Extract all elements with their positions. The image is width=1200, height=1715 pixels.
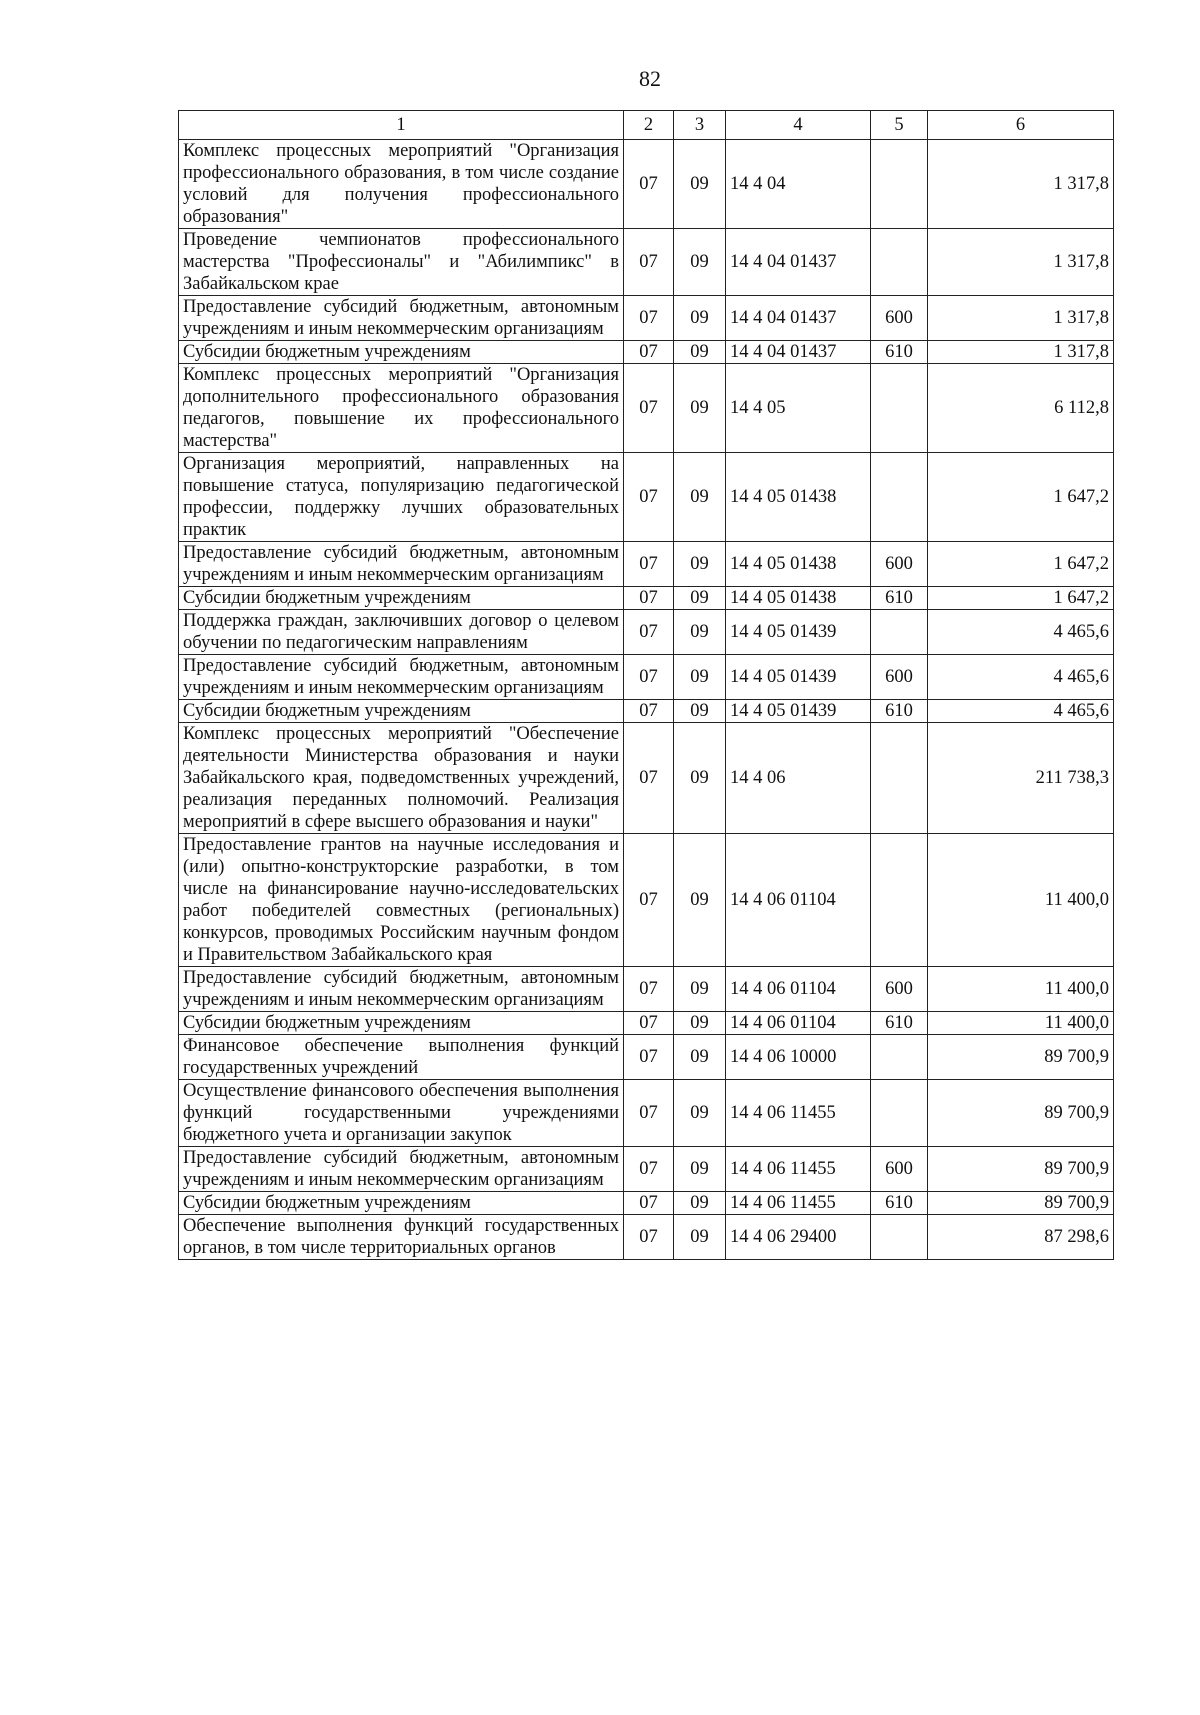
- row-amount: 89 700,9: [928, 1080, 1114, 1147]
- row-expense-type: [871, 834, 928, 967]
- table-row: [179, 140, 1114, 229]
- row-col-2: 07: [624, 1147, 674, 1192]
- row-name: Предоставление субсидий бюджетным, автономным учреждениям и иным некоммерческим организациям: [179, 296, 624, 341]
- row-name: Комплекс процессных мероприятий "Организация дополнительного профессионального образования педагогов, повышение их профессионального мастерства": [179, 364, 624, 453]
- row-col-2: 07: [624, 364, 674, 453]
- row-col-3: 09: [674, 700, 726, 723]
- table-row: [179, 967, 1114, 1012]
- row-expense-type: [871, 1035, 928, 1080]
- header-cell: 2: [624, 111, 674, 140]
- row-name: Комплекс процессных мероприятий "Организация профессионального образования, в том числе создание условий для получения профессионального образования": [179, 140, 624, 229]
- row-col-2: 07: [624, 296, 674, 341]
- row-expense-type: [871, 1080, 928, 1147]
- header-cell: 4: [726, 111, 871, 140]
- table-row: [179, 610, 1114, 655]
- row-col-3: 09: [674, 1080, 726, 1147]
- row-amount: 11 400,0: [928, 1012, 1114, 1035]
- row-col-3: 09: [674, 1147, 726, 1192]
- row-expense-type: [871, 140, 928, 229]
- row-col-2: 07: [624, 453, 674, 542]
- row-col-3: 09: [674, 229, 726, 296]
- table-row: [179, 1012, 1114, 1035]
- row-amount: 89 700,9: [928, 1192, 1114, 1215]
- row-name: Осуществление финансового обеспечения выполнения функций государственными учреждениями бюджетного учета и организации закупок: [179, 1080, 624, 1147]
- row-target-code: 14 4 05 01438: [726, 453, 871, 542]
- row-amount: 89 700,9: [928, 1035, 1114, 1080]
- table-row: [179, 1035, 1114, 1080]
- row-col-2: 07: [624, 341, 674, 364]
- row-col-3: 09: [674, 1012, 726, 1035]
- row-name: Субсидии бюджетным учреждениям: [179, 587, 624, 610]
- row-col-3: 09: [674, 655, 726, 700]
- row-target-code: 14 4 04: [726, 140, 871, 229]
- row-target-code: 14 4 05: [726, 364, 871, 453]
- header-cell: 5: [871, 111, 928, 140]
- row-amount: 4 465,6: [928, 700, 1114, 723]
- row-expense-type: [871, 229, 928, 296]
- table-row: [179, 655, 1114, 700]
- row-col-3: 09: [674, 140, 726, 229]
- row-name: Субсидии бюджетным учреждениям: [179, 341, 624, 364]
- row-col-2: 07: [624, 1012, 674, 1035]
- row-amount: 4 465,6: [928, 610, 1114, 655]
- row-amount: 1 317,8: [928, 140, 1114, 229]
- row-expense-type: 610: [871, 1012, 928, 1035]
- row-name: Субсидии бюджетным учреждениям: [179, 1012, 624, 1035]
- row-target-code: 14 4 06 10000: [726, 1035, 871, 1080]
- row-col-3: 09: [674, 364, 726, 453]
- row-expense-type: 600: [871, 542, 928, 587]
- row-name: Финансовое обеспечение выполнения функций государственных учреждений: [179, 1035, 624, 1080]
- table-row: [179, 1147, 1114, 1192]
- row-expense-type: [871, 364, 928, 453]
- row-name: Проведение чемпионатов профессионального мастерства "Профессионалы" и "Абилимпикс" в Забайкальском крае: [179, 229, 624, 296]
- row-target-code: 14 4 06 11455: [726, 1192, 871, 1215]
- row-col-3: 09: [674, 341, 726, 364]
- row-col-2: 07: [624, 834, 674, 967]
- row-col-2: 07: [624, 967, 674, 1012]
- row-expense-type: 610: [871, 587, 928, 610]
- row-col-3: 09: [674, 967, 726, 1012]
- page-number: 82: [639, 66, 661, 91]
- table-row: [179, 453, 1114, 542]
- row-col-3: 09: [674, 587, 726, 610]
- row-name: Предоставление субсидий бюджетным, автономным учреждениям и иным некоммерческим организациям: [179, 1147, 624, 1192]
- row-amount: 89 700,9: [928, 1147, 1114, 1192]
- row-expense-type: [871, 453, 928, 542]
- row-name: Организация мероприятий, направленных на повышение статуса, популяризацию педагогической профессии, поддержку лучших образовательных практик: [179, 453, 624, 542]
- row-name: Комплекс процессных мероприятий "Обеспечение деятельности Министерства образования и науки Забайкальского края, подведомственных учреждений, реализация переданных полномочий. Реализация мероприятий в сфере высшего образования и науки": [179, 723, 624, 834]
- header-cell: 1: [179, 111, 624, 140]
- row-target-code: 14 4 06 01104: [726, 1012, 871, 1035]
- row-amount: 1 317,8: [928, 229, 1114, 296]
- row-amount: 1 647,2: [928, 587, 1114, 610]
- table-row: [179, 542, 1114, 587]
- row-col-3: 09: [674, 453, 726, 542]
- row-target-code: 14 4 06 11455: [726, 1147, 871, 1192]
- table-body: [179, 140, 1114, 1260]
- row-col-2: 07: [624, 1080, 674, 1147]
- row-col-2: 07: [624, 700, 674, 723]
- row-target-code: 14 4 05 01439: [726, 610, 871, 655]
- row-expense-type: 610: [871, 700, 928, 723]
- row-amount: 4 465,6: [928, 655, 1114, 700]
- row-name: Предоставление субсидий бюджетным, автономным учреждениям и иным некоммерческим организациям: [179, 967, 624, 1012]
- row-expense-type: 600: [871, 655, 928, 700]
- header-cell: 6: [928, 111, 1114, 140]
- row-amount: 11 400,0: [928, 834, 1114, 967]
- row-expense-type: 610: [871, 341, 928, 364]
- row-col-3: 09: [674, 834, 726, 967]
- table-row: [179, 1192, 1114, 1215]
- row-expense-type: [871, 1215, 928, 1260]
- row-name: Предоставление субсидий бюджетным, автономным учреждениям и иным некоммерческим организациям: [179, 542, 624, 587]
- row-target-code: 14 4 04 01437: [726, 341, 871, 364]
- row-amount: 1 317,8: [928, 296, 1114, 341]
- table-row: [179, 587, 1114, 610]
- row-name: Поддержка граждан, заключивших договор о целевом обучении по педагогическим направлениям: [179, 610, 624, 655]
- row-col-3: 09: [674, 1035, 726, 1080]
- row-amount: 1 647,2: [928, 542, 1114, 587]
- row-col-3: 09: [674, 723, 726, 834]
- header-cell: 3: [674, 111, 726, 140]
- row-col-2: 07: [624, 723, 674, 834]
- table-row: [179, 723, 1114, 834]
- row-expense-type: 600: [871, 1147, 928, 1192]
- row-target-code: 14 4 05 01438: [726, 542, 871, 587]
- table-row: [179, 1080, 1114, 1147]
- row-col-3: 09: [674, 1215, 726, 1260]
- table-row: [179, 700, 1114, 723]
- row-expense-type: 600: [871, 967, 928, 1012]
- row-target-code: 14 4 05 01438: [726, 587, 871, 610]
- row-expense-type: 600: [871, 296, 928, 341]
- row-name: Субсидии бюджетным учреждениям: [179, 1192, 624, 1215]
- row-target-code: 14 4 04 01437: [726, 229, 871, 296]
- row-expense-type: [871, 723, 928, 834]
- row-target-code: 14 4 06 01104: [726, 834, 871, 967]
- row-col-2: 07: [624, 1192, 674, 1215]
- row-target-code: 14 4 06 01104: [726, 967, 871, 1012]
- row-col-2: 07: [624, 140, 674, 229]
- row-col-2: 07: [624, 587, 674, 610]
- row-col-3: 09: [674, 610, 726, 655]
- row-target-code: 14 4 04 01437: [726, 296, 871, 341]
- row-target-code: 14 4 05 01439: [726, 700, 871, 723]
- row-target-code: 14 4 06 11455: [726, 1080, 871, 1147]
- table-row: [179, 364, 1114, 453]
- table-row: [179, 834, 1114, 967]
- row-col-3: 09: [674, 296, 726, 341]
- table-row: [179, 296, 1114, 341]
- row-col-2: 07: [624, 1035, 674, 1080]
- row-target-code: 14 4 06: [726, 723, 871, 834]
- row-name: Предоставление грантов на научные исследования и (или) опытно-конструкторские разработки, в том числе на финансирование научно-исследовательских работ победителей совместных (региональных) конкурсов, проводимых Российским научным фондом и Правительством Забайкальского края: [179, 834, 624, 967]
- row-name: Обеспечение выполнения функций государственных органов, в том числе территориальных органов: [179, 1215, 624, 1260]
- row-expense-type: [871, 610, 928, 655]
- table-row: [179, 1215, 1114, 1260]
- row-col-2: 07: [624, 229, 674, 296]
- budget-table: [178, 110, 1114, 1260]
- row-name: Субсидии бюджетным учреждениям: [179, 700, 624, 723]
- row-col-2: 07: [624, 542, 674, 587]
- row-col-3: 09: [674, 1192, 726, 1215]
- row-col-3: 09: [674, 542, 726, 587]
- row-expense-type: 610: [871, 1192, 928, 1215]
- row-col-2: 07: [624, 1215, 674, 1260]
- row-target-code: 14 4 06 29400: [726, 1215, 871, 1260]
- row-amount: 1 647,2: [928, 453, 1114, 542]
- row-target-code: 14 4 05 01439: [726, 655, 871, 700]
- row-col-2: 07: [624, 655, 674, 700]
- row-amount: 6 112,8: [928, 364, 1114, 453]
- row-amount: 1 317,8: [928, 341, 1114, 364]
- table-row: [179, 341, 1114, 364]
- row-amount: 11 400,0: [928, 967, 1114, 1012]
- table-row: [179, 229, 1114, 296]
- row-col-2: 07: [624, 610, 674, 655]
- header-row: [179, 111, 1114, 140]
- row-amount: 87 298,6: [928, 1215, 1114, 1260]
- row-amount: 211 738,3: [928, 723, 1114, 834]
- row-name: Предоставление субсидий бюджетным, автономным учреждениям и иным некоммерческим организациям: [179, 655, 624, 700]
